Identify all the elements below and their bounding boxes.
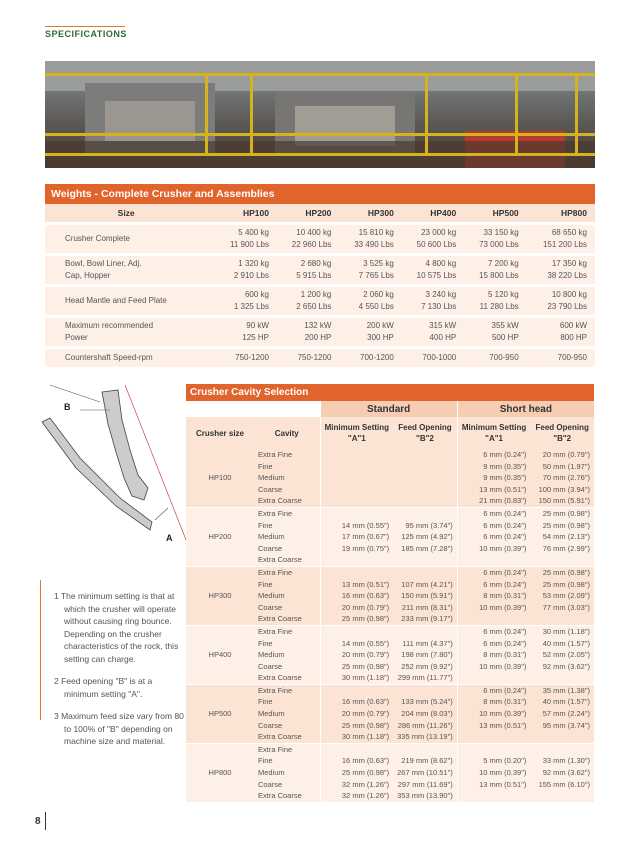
weights-col-header: HP300 [339,204,401,222]
weights-table-title: Weights - Complete Crusher and Assemblies [45,184,595,204]
size-group [186,684,594,743]
crusher-size-cell: HP100 [186,449,254,507]
short-feed-opening-cell: 33 mm (1.30") 92 mm (3.62") 155 mm (6.10") [530,743,594,802]
footnote: 2 Feed opening "B" is at a minimum setting "A". [54,676,153,699]
cavity-cell: Extra Fine Fine Medium Coarse Extra Coarse [254,449,320,507]
std-min-setting-cell: 14 mm (0.55") 20 mm (0.79") 25 mm (0.98") 30 mm (1.18") [320,625,393,684]
page-number: 8 [35,816,41,827]
short-min-setting-cell: 6 mm (0.24") 6 mm (0.24") 8 mm (0.31") 10 mm (0.39") [457,566,530,625]
cavity-cell: Extra Fine Fine Medium Coarse Extra Coarse [254,684,320,743]
col-min-setting-short: Minimum Setting "A"1 [457,417,530,449]
cavity-table [186,401,594,803]
std-min-setting-cell: 16 mm (0.63") 20 mm (0.79") 25 mm (0.98") 30 mm (1.18") [320,684,393,743]
crusher-cavity-diagram [40,380,190,560]
short-min-setting-cell: 6 mm (0.24") 6 mm (0.24") 8 mm (0.31") 10 mm (0.39") [457,625,530,684]
short-min-setting-cell: 6 mm (0.24") 8 mm (0.31") 10 mm (0.39") 13 mm (0.51") [457,684,530,743]
crusher-size-cell: HP500 [186,684,254,743]
table-row [186,684,594,743]
size-group [186,625,594,684]
col-crusher-size: Crusher size [186,417,254,449]
std-min-setting-cell: 14 mm (0.55") 17 mm (0.67") 19 mm (0.75") [320,507,393,566]
std-feed-opening-cell: 107 mm (4.21") 150 mm (5.91") 211 mm (8.31") 233 mm (9.17") [393,566,457,625]
crusher-size-cell: HP800 [186,743,254,802]
std-feed-opening-cell [393,449,457,507]
std-feed-opening-cell: 219 mm (8.62") 267 mm (10.51") 297 mm (11.69") 353 mm (13.90") [393,743,457,802]
crusher-plant-photo [45,61,595,168]
weights-col-header: HP100 [215,204,277,222]
size-group [186,507,594,566]
table-row: Crusher Complete 5 400 kg 11 900 Lbs 10 400 kg 22 960 Lbs 15 810 kg 33 490 Lbs 23 000 kg 50 600 Lbs 33 150 kg 73 000 Lbs 68 650 kg 151 200 Lbs [45,225,595,253]
weights-table [45,204,595,367]
cavity-cell: Extra Fine Fine Medium Coarse Extra Coarse [254,625,320,684]
std-feed-opening-cell: 133 mm (5.24") 204 mm (8.03") 286 mm (11.26") 335 mm (13.19") [393,684,457,743]
notes-rule [40,580,41,720]
row-label: Bowl, Bowl Liner, Adj. Cap, Hopper [45,256,215,284]
cavity-cell: Extra Fine Fine Medium Coarse Extra Coarse [254,507,320,566]
cavity-cell: Extra Fine Fine Medium Coarse Extra Coarse [254,566,320,625]
table-row: Bowl, Bowl Liner, Adj. Cap, Hopper 1 320 kg 2 910 Lbs 2 680 kg 5 915 Lbs 3 525 kg 7 765 Lbs 4 800 kg 10 575 Lbs 7 200 kg 15 800 Lbs 17 350 kg 38 220 Lbs [45,256,595,284]
label-a: A [166,533,173,543]
short-feed-opening-cell: 25 mm (0.98") 25 mm (0.98") 54 mm (2.13") 76 mm (2.99") [530,507,594,566]
weights-col-header: Size [45,204,215,222]
weights-col-header: HP200 [277,204,339,222]
crusher-size-cell: HP200 [186,507,254,566]
weights-col-header: HP500 [464,204,526,222]
cavity-cell: Extra Fine Fine Medium Coarse Extra Coarse [254,743,320,802]
short-feed-opening-cell: 30 mm (1.18") 40 mm (1.57") 52 mm (2.05") 92 mm (3.62") [530,625,594,684]
weights-col-header: HP400 [402,204,464,222]
table-row [186,566,594,625]
page-number-bar [45,812,46,830]
crusher-size-cell: HP300 [186,566,254,625]
short-min-setting-cell: 5 mm (0.20") 10 mm (0.39") 13 mm (0.51") [457,743,530,802]
std-min-setting-cell: 16 mm (0.63") 25 mm (0.98") 32 mm (1.26") 32 mm (1.26") [320,743,393,802]
short-feed-opening-cell: 25 mm (0.98") 25 mm (0.98") 53 mm (2.09") 77 mm (3.03") [530,566,594,625]
table-row [186,507,594,566]
group-short-head: Short head [457,401,594,417]
header-rule [45,26,125,27]
group-standard: Standard [320,401,457,417]
col-cavity: Cavity [254,417,320,449]
table-row: Maximum recommended Power 90 kW 125 HP 132 kW 200 HP 200 kW 300 HP 315 kW 400 HP 355 kW 500 HP 600 kW 800 HP [45,318,595,346]
std-feed-opening-cell: 111 mm (4.37") 198 mm (7.80") 252 mm (9.92") 299 mm (11.77") [393,625,457,684]
footnotes [54,590,184,758]
crusher-size-cell: HP400 [186,625,254,684]
mantle-shape [102,390,148,500]
row-label: Crusher Complete [45,225,215,253]
page-header: SPECIFICATIONS [45,29,127,39]
dimension-line-a [155,508,168,520]
table-row: Countershaft Speed-rpm 750-1200 750-1200 700-1200 700-1000 700-950 700-950 [45,349,595,367]
footnote: 3 Maximum feed size vary from 80 to 100% of "B" depending on machine size and material. [54,711,184,746]
footnote: 1 The minimum setting is that at which the crusher will operate without causing ring bounce. Depending on the crusher characteristics of the rock, this setting can charge. [54,591,179,664]
table-row [186,625,594,684]
row-label: Head Mantle and Feed Plate [45,287,215,315]
table-row [186,743,594,802]
col-min-setting-standard: Minimum Setting "A"1 [320,417,393,449]
table-row: Head Mantle and Feed Plate 600 kg 1 325 Lbs 1 200 kg 2 650 Lbs 2 060 kg 4 550 Lbs 3 240 kg 7 130 Lbs 5 120 kg 11 280 Lbs 10 800 kg 23 790 Lbs [45,287,595,315]
cavity-table-title: Crusher Cavity Selection [186,384,594,401]
col-feed-opening-short: Feed Opening "B"2 [530,417,594,449]
weights-col-header: HP800 [527,204,595,222]
short-min-setting-cell: 6 mm (0.24") 6 mm (0.24") 6 mm (0.24") 10 mm (0.39") [457,507,530,566]
short-feed-opening-cell: 20 mm (0.79") 50 mm (1.97") 70 mm (2.76") 100 mm (3.94") 150 mm (5.91") [530,449,594,507]
row-label: Maximum recommended Power [45,318,215,346]
short-feed-opening-cell: 35 mm (1.38") 40 mm (1.57") 57 mm (2.24") 95 mm (3.74") [530,684,594,743]
std-min-setting-cell: 13 mm (0.51") 16 mm (0.63") 20 mm (0.79") 25 mm (0.98") [320,566,393,625]
std-min-setting-cell [320,449,393,507]
std-feed-opening-cell: 95 mm (3.74") 125 mm (4.92") 185 mm (7.28") [393,507,457,566]
col-feed-opening-standard: Feed Opening "B"2 [393,417,457,449]
size-group [186,566,594,625]
label-b: B [64,402,71,412]
row-label: Countershaft Speed-rpm [45,349,215,367]
size-group [186,743,594,802]
table-row [186,449,594,507]
dimension-line-b [50,385,100,402]
short-min-setting-cell: 6 mm (0.24") 9 mm (0.35") 9 mm (0.35") 13 mm (0.51") 21 mm (0.83") [457,449,530,507]
size-group [186,449,594,507]
